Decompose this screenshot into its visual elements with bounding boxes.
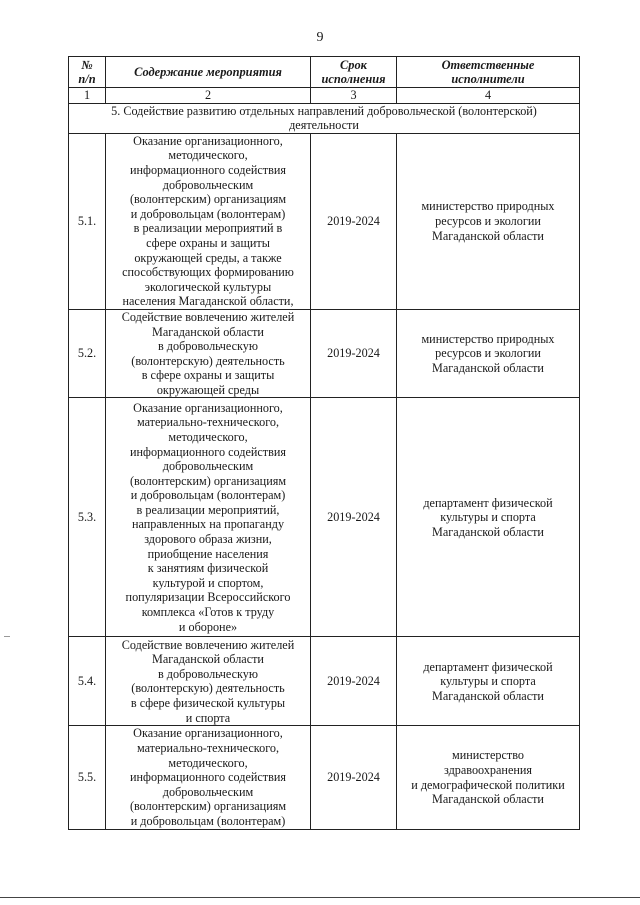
row-number: 5.4. bbox=[69, 637, 106, 726]
column-number: 3 bbox=[311, 88, 397, 104]
row-responsible: департамент физической культуры и спорта Магаданской области bbox=[397, 637, 580, 726]
header-term: Срок исполнения bbox=[311, 57, 397, 88]
row-responsible: министерство природных ресурсов и экологии Магаданской области bbox=[397, 133, 580, 309]
row-content: Оказание организационного, материально-технического, методического, информационного содействия добровольческим (волонтерским) организациям и добровольцам (волонтерам) в реализации мероприятий, направленных на пропаганду здорового образа жизни, приобщение населения к занятиям физической культурой и спортом, популяризации Всероссийского комплекса «Готов к труду и обороне» bbox=[106, 398, 311, 637]
column-number-row bbox=[69, 88, 580, 104]
row-term: 2019-2024 bbox=[311, 309, 397, 398]
activities-table bbox=[68, 56, 580, 830]
row-responsible: министерство природных ресурсов и экологии Магаданской области bbox=[397, 309, 580, 398]
table-row bbox=[69, 133, 580, 309]
header-responsible: Ответственные исполнители bbox=[397, 57, 580, 88]
header-row bbox=[69, 57, 580, 88]
row-number: 5.5. bbox=[69, 726, 106, 829]
row-term: 2019-2024 bbox=[311, 133, 397, 309]
table-row bbox=[69, 637, 580, 726]
row-content: Содействие вовлечению жителей Магаданской области в добровольческую (волонтерскую) деятельность в сфере охраны и защиты окружающей среды bbox=[106, 309, 311, 398]
table-row bbox=[69, 309, 580, 398]
column-number: 1 bbox=[69, 88, 106, 104]
page-number: 9 bbox=[316, 30, 324, 45]
row-content: Содействие вовлечению жителей Магаданской области в добровольческую (волонтерскую) деятельность в сфере физической культуры и спорта bbox=[106, 637, 311, 726]
table-row bbox=[69, 398, 580, 637]
row-content: Оказание организационного, материально-технического, методического, информационного содействия добровольческим (волонтерским) организациям и добровольцам (волонтерам) bbox=[106, 726, 311, 829]
section-title: 5. Содействие развитию отдельных направлений добровольческой (волонтерской) деятельности bbox=[69, 103, 580, 133]
header-number: № п/п bbox=[69, 57, 106, 88]
row-number: 5.3. bbox=[69, 398, 106, 637]
row-term: 2019-2024 bbox=[311, 637, 397, 726]
row-responsible: департамент физической культуры и спорта Магаданской области bbox=[397, 398, 580, 637]
column-number: 2 bbox=[106, 88, 311, 104]
header-content: Содержание мероприятия bbox=[106, 57, 311, 88]
row-number: 5.2. bbox=[69, 309, 106, 398]
table-row bbox=[69, 726, 580, 829]
section-row bbox=[69, 103, 580, 133]
row-content: Оказание организационного, методического, информационного содействия добровольческим (волонтерским) организациям и добровольцам (волонтерам) в реализации мероприятий в сфере охраны и защиты окружающей среды, а также способствующих формированию экологической культуры населения Магаданской области, bbox=[106, 133, 311, 309]
row-number: 5.1. bbox=[69, 133, 106, 309]
column-number: 4 bbox=[397, 88, 580, 104]
scan-bottom-edge bbox=[0, 897, 640, 898]
row-term: 2019-2024 bbox=[311, 726, 397, 829]
scan-margin-mark bbox=[4, 636, 10, 637]
row-responsible: министерство здравоохранения и демографической политики Магаданской области bbox=[397, 726, 580, 829]
row-term: 2019-2024 bbox=[311, 398, 397, 637]
